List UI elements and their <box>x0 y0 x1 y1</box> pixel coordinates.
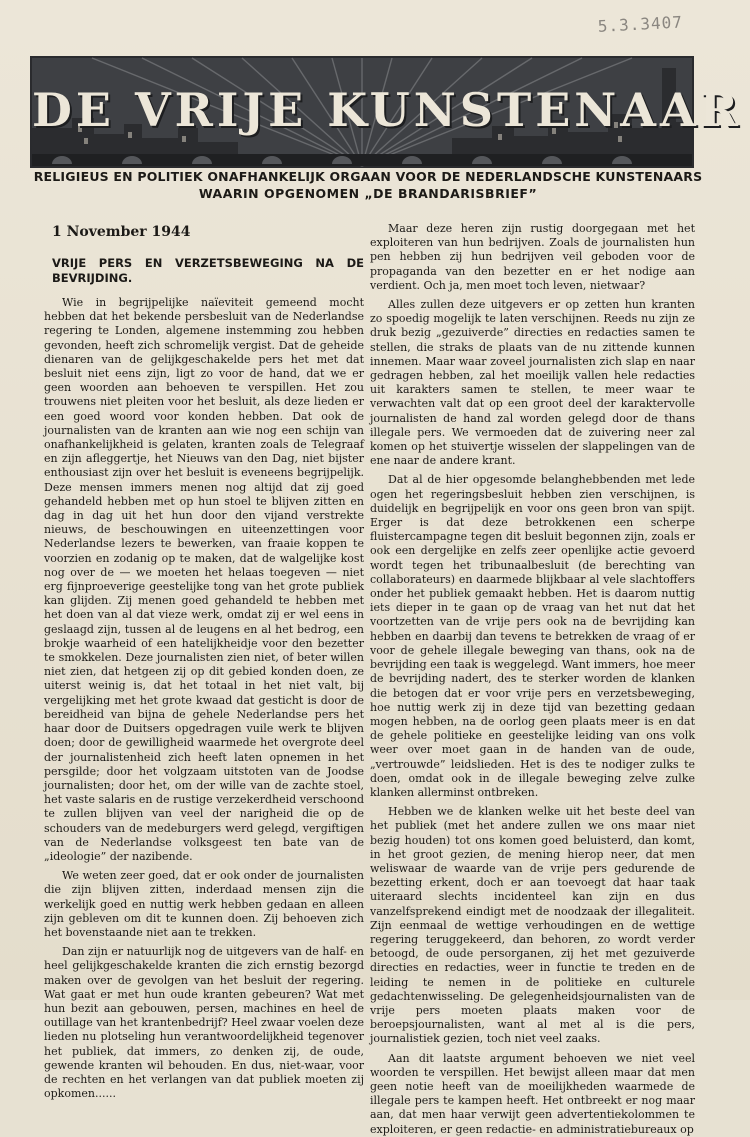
masthead <box>30 56 742 168</box>
left-column <box>44 222 364 1101</box>
issue-date: 1 November 1944 <box>52 224 191 240</box>
article-headline: VRIJE PERS EN VERZETSBEWEGING NA DE BEVRIJDING. <box>52 256 364 285</box>
archive-number: 5.3.3407 <box>597 12 684 36</box>
masthead-subtitle-brandarisbrief: WAARIN OPGENOMEN „DE BRANDARISBRIEF” <box>198 186 538 201</box>
right-column <box>370 222 695 1136</box>
article-paragraph: Aan dit laatste argument behoeven we niet veel woorden te verspillen. Het bewijst alleen maar dat men geen notie heeft van de moeilijkheden waarmede de illegale pers te kampen heeft. Het ontbreekt er nog maar aan, dat men haar verwijt geen advertentiekolommen te exploiteren, er geen redactie- en administratiebureaux op <box>370 1051 695 1136</box>
article-paragraph: We weten zeer goed, dat er ook onder de journalisten die zijn blijven zitten, inderdaad mensen zijn die werkelijk goed en nuttig werk hebben gedaan en alleen zijn gebleven om dit te kunnen doen. Zij behoeven zich het bovenstaande niet aan te trekken. <box>44 869 364 939</box>
article-paragraph: Dan zijn er natuurlijk nog de uitgevers van de half- en heel gelijkgeschakelde kranten die zich ernstig bezorgd maken over de gevolgen van het besluit der regering. Wat gaat er met hun oude kranten gebeuren? Wat met hun bezit aan gebouwen, persen, machines en heel de outillage van het krantenbedrijf? Heel zwaar voelen deze lieden nu plotseling hun verantwoordelijkheid tegenover het publiek, dat immers, zo denken zij, de oude, gewende kranten wil behouden. En dus, niet-waar, voor de rechten en het verlangen van dat publiek moeten zij opkomen...... <box>44 945 364 1101</box>
article-paragraph: Alles zullen deze uitgevers er op zetten hun kranten zo spoedig mogelijk te laten verschijnen. Reeds nu zijn ze druk bezig „gezuiverde” directies en redacties samen te stellen, die straks de plaats van de nu zittende kunnen innemen. Maar waar zoveel journalisten zich slap en naar gedragen hebben, zal het moeilijk vallen hele redacties uit karakters samen te stellen, te meer waar te verwachten valt dat op een groot deel der karaktervolle journalisten de hand zal worden gelegd door de thans illegale pers. We vermoeden dat de zuivering neer zal komen op het stuivertje wisselen der slappelingen van de ene naar de andere krant. <box>370 298 695 468</box>
article-paragraph: Dat al de hier opgesomde belanghebbenden met lede ogen het regeringsbesluit hebben zien verschijnen, is duidelijk en begrijpelijk en voor ons geen bron van spijt. Erger is dat deze betrokkenen een scherpe fluistercampagne tegen dit besluit begonnen zijn, zoals er ook een dergelijke en zelfs zeer openlijke actie gevoerd wordt tegen het tribunaalbesluit (de berechting van collaborateurs) en daarmede blijkbaar al vele slachtoffers onder het publiek gemaakt hebben. Het is daarom nuttig iets dieper in te gaan op de vraag van het nut dat het voortzetten van de vrije pers ook na de bevrijding kan hebben en daarbij dan tevens te betrekken de vraag of er voor de gehele illegale beweging van thans, ook na de bevrijding een taak is weggelegd. Want immers, hoe meer de bevrijding nadert, des te sterker worden de klanken die betogen dat er voor vrije pers en verzetsbeweging, hoe nuttig werk zij in deze tijd van bezetting gedaan mogen hebben, na de oorlog geen plaats meer is en dat de gehele politieke en geestelijke leiding van ons volk weer over moet gaan in de handen van de oude, „vertrouwde” leidslieden. Het is des te nodiger zulks te doen, omdat ook in de illegale beweging zelve zulke klanken allerminst ontbreken. <box>370 473 695 799</box>
masthead-subtitle: RELIGIEUS EN POLITIEK ONAFHANKELIJK ORGAAN VOOR DE NEDERLANDSCHE KUNSTENAARS <box>33 169 703 184</box>
article-paragraph: Hebben we de klanken welke uit het beste deel van het publiek (met het andere zullen we ons maar niet bezig houden) tot ons komen goed beluisterd, dan komt, in het groot gezien, de mening hierop neer, dat men weliswaar de waarde van de vrije pers gedurende de bezetting erkent, doch er aan toevoegt dat haar taak uiteraard slechts incidenteel kan zijn en dus vanzelfsprekend eindigt met de noodzaak der illegaliteit. Zijn eenmaal de wettige verhoudingen en de wettige regering teruggekeerd, dan behoren, zo wordt verder betoogd, de oude persorganen, zij het met gezuiverde directies en redacties, weer in functie te treden en de leiding te nemen in de politieke en culturele gedachtenwisseling. De gelegenheidsjournalisten van de vrije pers moeten plaats maken voor de beroepsjournalisten, want al met al is die pers, journalistiek gezien, toch niet veel zaaks. <box>370 805 695 1046</box>
newspaper-title: DE VRIJE KUNSTENAAR <box>32 83 742 137</box>
article-paragraph: Maar deze heren zijn rustig doorgegaan met het exploiteren van hun bedrijven. Zoals de journalisten hun pen hebben zij hun bedrijven veil geboden voor de propaganda van den bezetter en er het nodige aan verdient. Och ja, men moet toch leven, nietwaar? <box>370 222 695 292</box>
article-paragraph: Wie in begrijpelijke naïeviteit gemeend mocht hebben dat het bekende persbesluit van de Nederlandse regering te Londen, algemene instemming zou hebben gevonden, heeft zich schromelijk vergist. Dat de geheide dienaren van de gelijkgeschakelde pers het met dat besluit niet eens zijn, ligt zo voor de hand, dat we er geen woorden aan behoeven te verspillen. Het zou trouwens niet pleiten voor het besluit, als deze lieden er een goed woord voor konden hebben. Dat ook de journalisten van de kranten aan wie nog een schijn van onafhankelijkheid is gelaten, kranten zoals de Telegraaf en zijn afleggertje, het Nieuws van den Dag, niet bijster enthousiast zijn over het besluit is eveneens begrijpelijk. Deze mensen immers menen nog altijd dat zij goed gehandeld hebben met op hun stoel te blijven zitten en dag in dag uit het hun door den vijand verstrekte nieuws, de beschouwingen en uiteenzettingen voor Nederlandse lezers te bewerken, van fraaie koppen te voorzien en zodanig op te maken, dat de walgelijke kost nog over de — we moeten het helaas toegeven — niet erg fijnproeverige geestelijke tong van het grote publiek kan glijden. Zij menen goed gehandeld te hebben met het doen van al dat vieze werk, omdat zij er wel eens in geslaagd zijn, tussen al de leugens en al het bedrog, een brokje waarheid of een hatelijkheidje voor den bezetter te smokkelen. Deze journalisten zien niet, of beter willen niet zien, dat hetgeen zij op dit gebied konden doen, ze uiterst weinig is, dat het totaal in het niet valt, bij vergelijking met het grote kwaad dat gesticht is door de bereidheid van bijna de gehele Nederlandse pers het haar door de Duitsers opgedragen vuile werk te blijven doen; door de gewilligheid waarmede het overgrote deel der journalistenheid zich heeft laten opnemen in het persgilde; door het volgzaam uitstoten van de Joodse journalisten; door het, om der wille van de zachte stoel, het vaste salaris en de rustige verzekerdheid verschoond te zullen blijven van veel der narigheid die op de schouders van de medeburgers werd gelegd, vergiftigen van de Nederlandse volksgeest ten bate van de „ideologie” der nazibende. <box>44 296 364 863</box>
